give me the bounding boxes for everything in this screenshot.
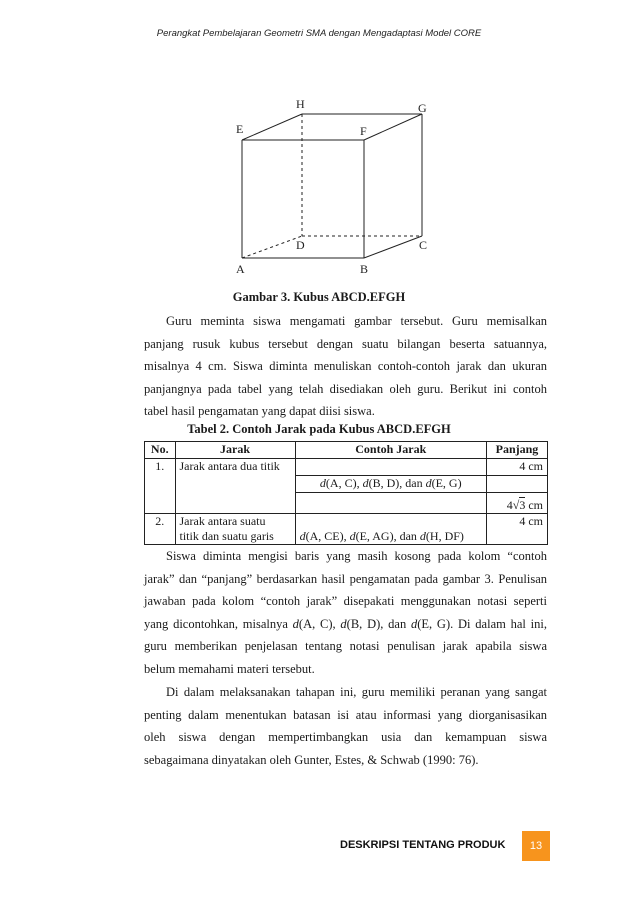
running-header: Perangkat Pembelajaran Geometri SMA dengan Mengadaptasi Model CORE [156,28,482,39]
p2-line-6: belum memahami materi tersebut. [144,661,315,676]
p1-line-4: panjangnya pada tabel yang telah disediakan oleh guru. Berikut ini contoh [144,381,547,396]
distance-table [144,441,548,545]
edge-fg [364,114,422,140]
label-f: F [360,124,367,138]
header-no: No. [145,442,176,459]
p2-line-2: jarak” dan “panjang” berdasarkan hasil pengamatan pada gambar 3. Penulisan [144,571,547,586]
row2-no: 2. [145,514,176,545]
header-panjang: Panjang [486,442,547,459]
header-jarak: Jarak [175,442,295,459]
label-h: H [296,97,305,111]
table-header-row [145,442,548,459]
row2-jarak-line-2: titik dan suatu garis [179,529,274,543]
label-a: A [236,262,245,276]
p2-line-3: jawaban pada kolom “contoh jarak” disepakati menggunakan notasi seperti [144,594,547,609]
edge-ad [242,236,302,258]
label-b: B [360,262,369,276]
p1-line-1: Guru meminta siswa mengamati gambar tersebut. Guru memisalkan [166,314,547,328]
edge-eh [242,114,302,140]
row2-contoh-text: d(A, CE), d(E, AG), dan d(H, DF) [299,529,464,543]
row2-panjang: 4 cm [486,514,547,545]
paragraph-1 [144,310,547,423]
p3-line-4: sebagaimana dinyatakan oleh Gunter, Estes, & Schwab (1990: 76). [144,752,479,767]
row1-contoh-text: d(A, C), d(B, D), dan d(E, G) [319,476,462,490]
sqrt-coef: 4 [506,498,513,512]
header-contoh: Contoh Jarak [295,442,486,459]
table-caption: Tabel 2. Contoh Jarak pada Kubus ABCD.EFGH [187,422,451,436]
row1-contoh [295,476,486,493]
row1-panjang-sqrt [486,493,547,514]
row1-jarak: Jarak antara dua titik [175,459,295,514]
p2-line-4: yang dicontohkan, misalnya d(A, C), d(B, D), dan d(E, G). Di dalam hal ini, [144,616,547,631]
row1-no: 1. [145,459,176,514]
table-row [145,459,548,476]
paragraph-2 [144,545,547,681]
p3-line-2: penting dalam menentukan batasan isi atau informasi yang diorganisasikan [144,707,547,722]
p2-line-1: Siswa diminta mengisi baris yang masih kosong pada kolom “contoh [166,549,547,563]
edge-bc [364,236,422,258]
label-d: D [296,238,305,252]
row1-contoh-empty-2 [295,493,486,514]
row2-contoh [295,514,486,545]
row1-panjang-empty [486,476,547,493]
label-e: E [236,122,244,136]
row2-jarak [175,514,295,545]
row1-contoh-empty [295,459,486,476]
page-number-badge: 13 [522,831,550,861]
label-c: C [419,238,428,252]
p3-line-3: oleh siswa dengan mempertimbangkan usia dan kemampuan siswa [144,730,547,745]
figure-caption: Gambar 3. Kubus ABCD.EFGH [232,290,406,304]
row1-panjang: 4 cm [486,459,547,476]
sqrt-unit: cm [528,498,543,512]
paragraph-3 [144,681,547,771]
footer-section-title: DESKRIPSI TENTANG PRODUK [340,839,506,851]
p2-line-5: guru memberikan penjelasan tentang notasi penulisan jarak apabila siswa [144,639,547,654]
table-row [145,514,548,545]
cube-figure [0,0,638,290]
p3-line-1: Di dalam melaksanakan tahapan ini, guru memiliki peranan yang sangat [166,685,547,699]
p1-line-3: misalnya 4 cm. Siswa diminta menuliskan contoh-contoh jarak dan ukuran [144,359,547,374]
sqrt-radicand: 3 [519,498,526,512]
p1-line-2: panjang rusuk kubus tersebut dengan suatu bilangan beserta satuannya, [144,336,547,351]
label-g: G [418,101,427,115]
row2-jarak-line-1: Jarak antara suatu [179,514,266,528]
sqrt-symbol: √ [512,498,520,512]
p1-line-5: tabel hasil pengamatan yang dapat diisi siswa. [144,404,375,419]
